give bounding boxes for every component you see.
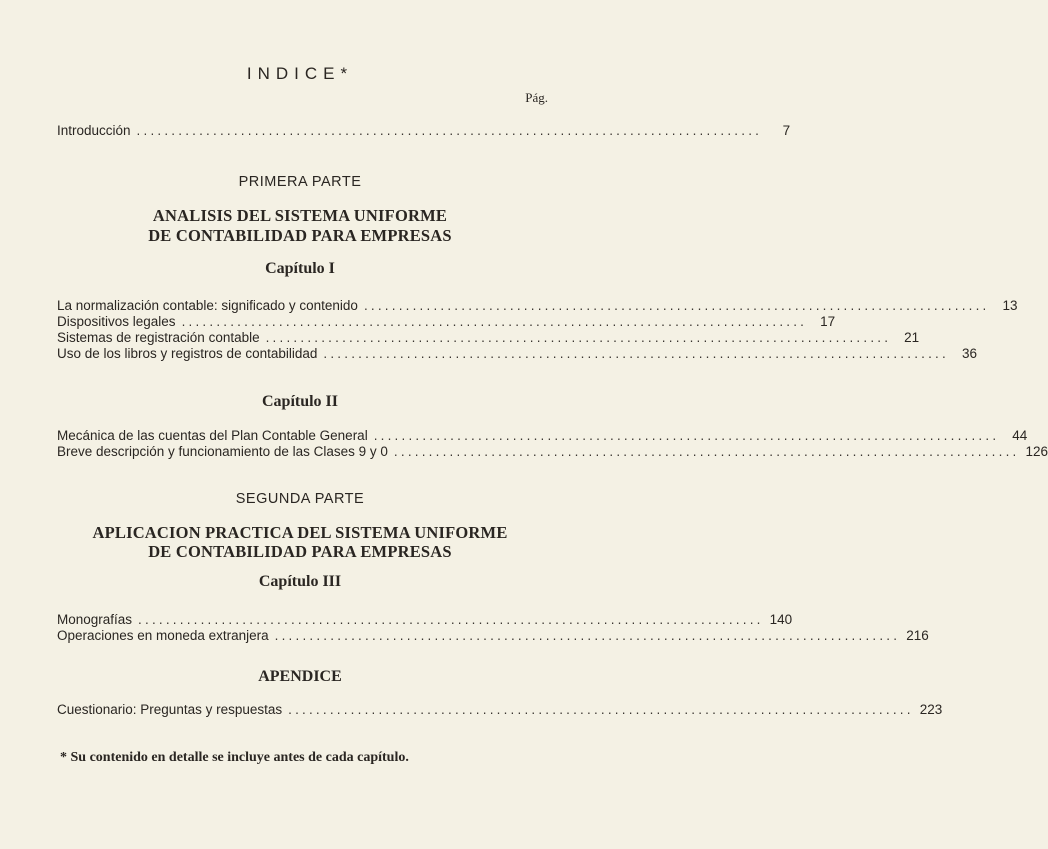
- toc-row: [57, 628, 929, 644]
- leader-dots: ..........................................................................................: [181, 314, 808, 329]
- toc-row: [57, 298, 1018, 314]
- appendix-heading: APENDICE: [258, 668, 342, 685]
- toc-entry-page: 17: [820, 314, 836, 329]
- toc-entry-label: Sistemas de registración contable: [57, 330, 260, 345]
- chapter-one-entries: [57, 298, 1018, 362]
- toc-row: [57, 314, 836, 330]
- toc-row: [57, 612, 793, 628]
- toc-entry-label: Monografías: [57, 612, 133, 627]
- part-two-heading-line2: DE CONTABILIDAD PARA EMPRESAS: [148, 542, 452, 561]
- toc-entry-label: Operaciones en moneda extranjera: [57, 628, 269, 643]
- toc-row: [57, 330, 920, 346]
- part-one-heading-line2: DE CONTABILIDAD PARA EMPRESAS: [148, 226, 452, 245]
- toc-entry-label: La normalización contable: significado y contenido: [57, 298, 358, 313]
- toc-entry-label: Cuestionario: Preguntas y respuestas: [57, 702, 283, 717]
- chapter-two-entries: [57, 428, 1048, 460]
- toc-row: [57, 428, 1028, 444]
- toc-row: [57, 346, 977, 362]
- leader-dots: ..........................................................................................: [363, 298, 990, 313]
- leader-dots: ..........................................................................................: [136, 123, 763, 138]
- part-two-label: SEGUNDA PARTE: [235, 491, 365, 507]
- toc-entry-label: Introducción: [57, 123, 131, 138]
- toc-entry-page: 36: [961, 346, 977, 361]
- leader-dots: ..........................................................................................: [265, 330, 892, 345]
- leader-dots: ..........................................................................................: [373, 428, 1000, 443]
- leader-dots: ..........................................................................................: [274, 628, 901, 643]
- toc-entry-page: 21: [904, 330, 920, 345]
- part-two-heading-line1: APLICACION PRACTICA DEL SISTEMA UNIFORME: [92, 523, 508, 542]
- toc-entry-label: Breve descripción y funcionamiento de las Clases 9 y 0: [57, 444, 388, 459]
- intro-entry: [57, 123, 791, 139]
- chapter-three-heading: Capítulo III: [258, 573, 342, 590]
- toc-row: [57, 444, 1048, 460]
- part-one-heading-line1: ANALISIS DEL SISTEMA UNIFORME: [152, 206, 448, 225]
- page-column-label: Pág.: [525, 90, 548, 105]
- toc-entry-label: Mecánica de las cuentas del Plan Contable General: [57, 428, 368, 443]
- leader-dots: ..........................................................................................: [138, 612, 764, 627]
- toc-row: [57, 123, 791, 139]
- toc-entry-page: 223: [919, 702, 943, 717]
- toc-entry-page: 7: [782, 123, 791, 138]
- page-title: INDICE*: [246, 64, 354, 83]
- toc-entry-page: 140: [769, 612, 793, 627]
- chapter-three-entries: [57, 612, 929, 644]
- toc-row: [57, 702, 943, 718]
- toc-entry-page: 44: [1012, 428, 1028, 443]
- part-one-label: PRIMERA PARTE: [238, 174, 362, 190]
- appendix-entries: [57, 702, 943, 718]
- leader-dots: ..........................................................................................: [393, 444, 1020, 459]
- toc-entry-page: 13: [1002, 298, 1018, 313]
- toc-entry-page: 126: [1025, 444, 1048, 459]
- toc-entry-label: Uso de los libros y registros de contabilidad: [57, 346, 318, 361]
- chapter-two-heading: Capítulo II: [261, 393, 339, 410]
- chapter-one-heading: Capítulo I: [265, 260, 335, 277]
- toc-entry-label: Dispositivos legales: [57, 314, 176, 329]
- leader-dots: ..........................................................................................: [288, 702, 914, 717]
- footnote: * Su contenido en detalle se incluye antes de cada capítulo.: [60, 750, 409, 765]
- toc-entry-page: 216: [906, 628, 929, 643]
- leader-dots: ..........................................................................................: [323, 346, 949, 361]
